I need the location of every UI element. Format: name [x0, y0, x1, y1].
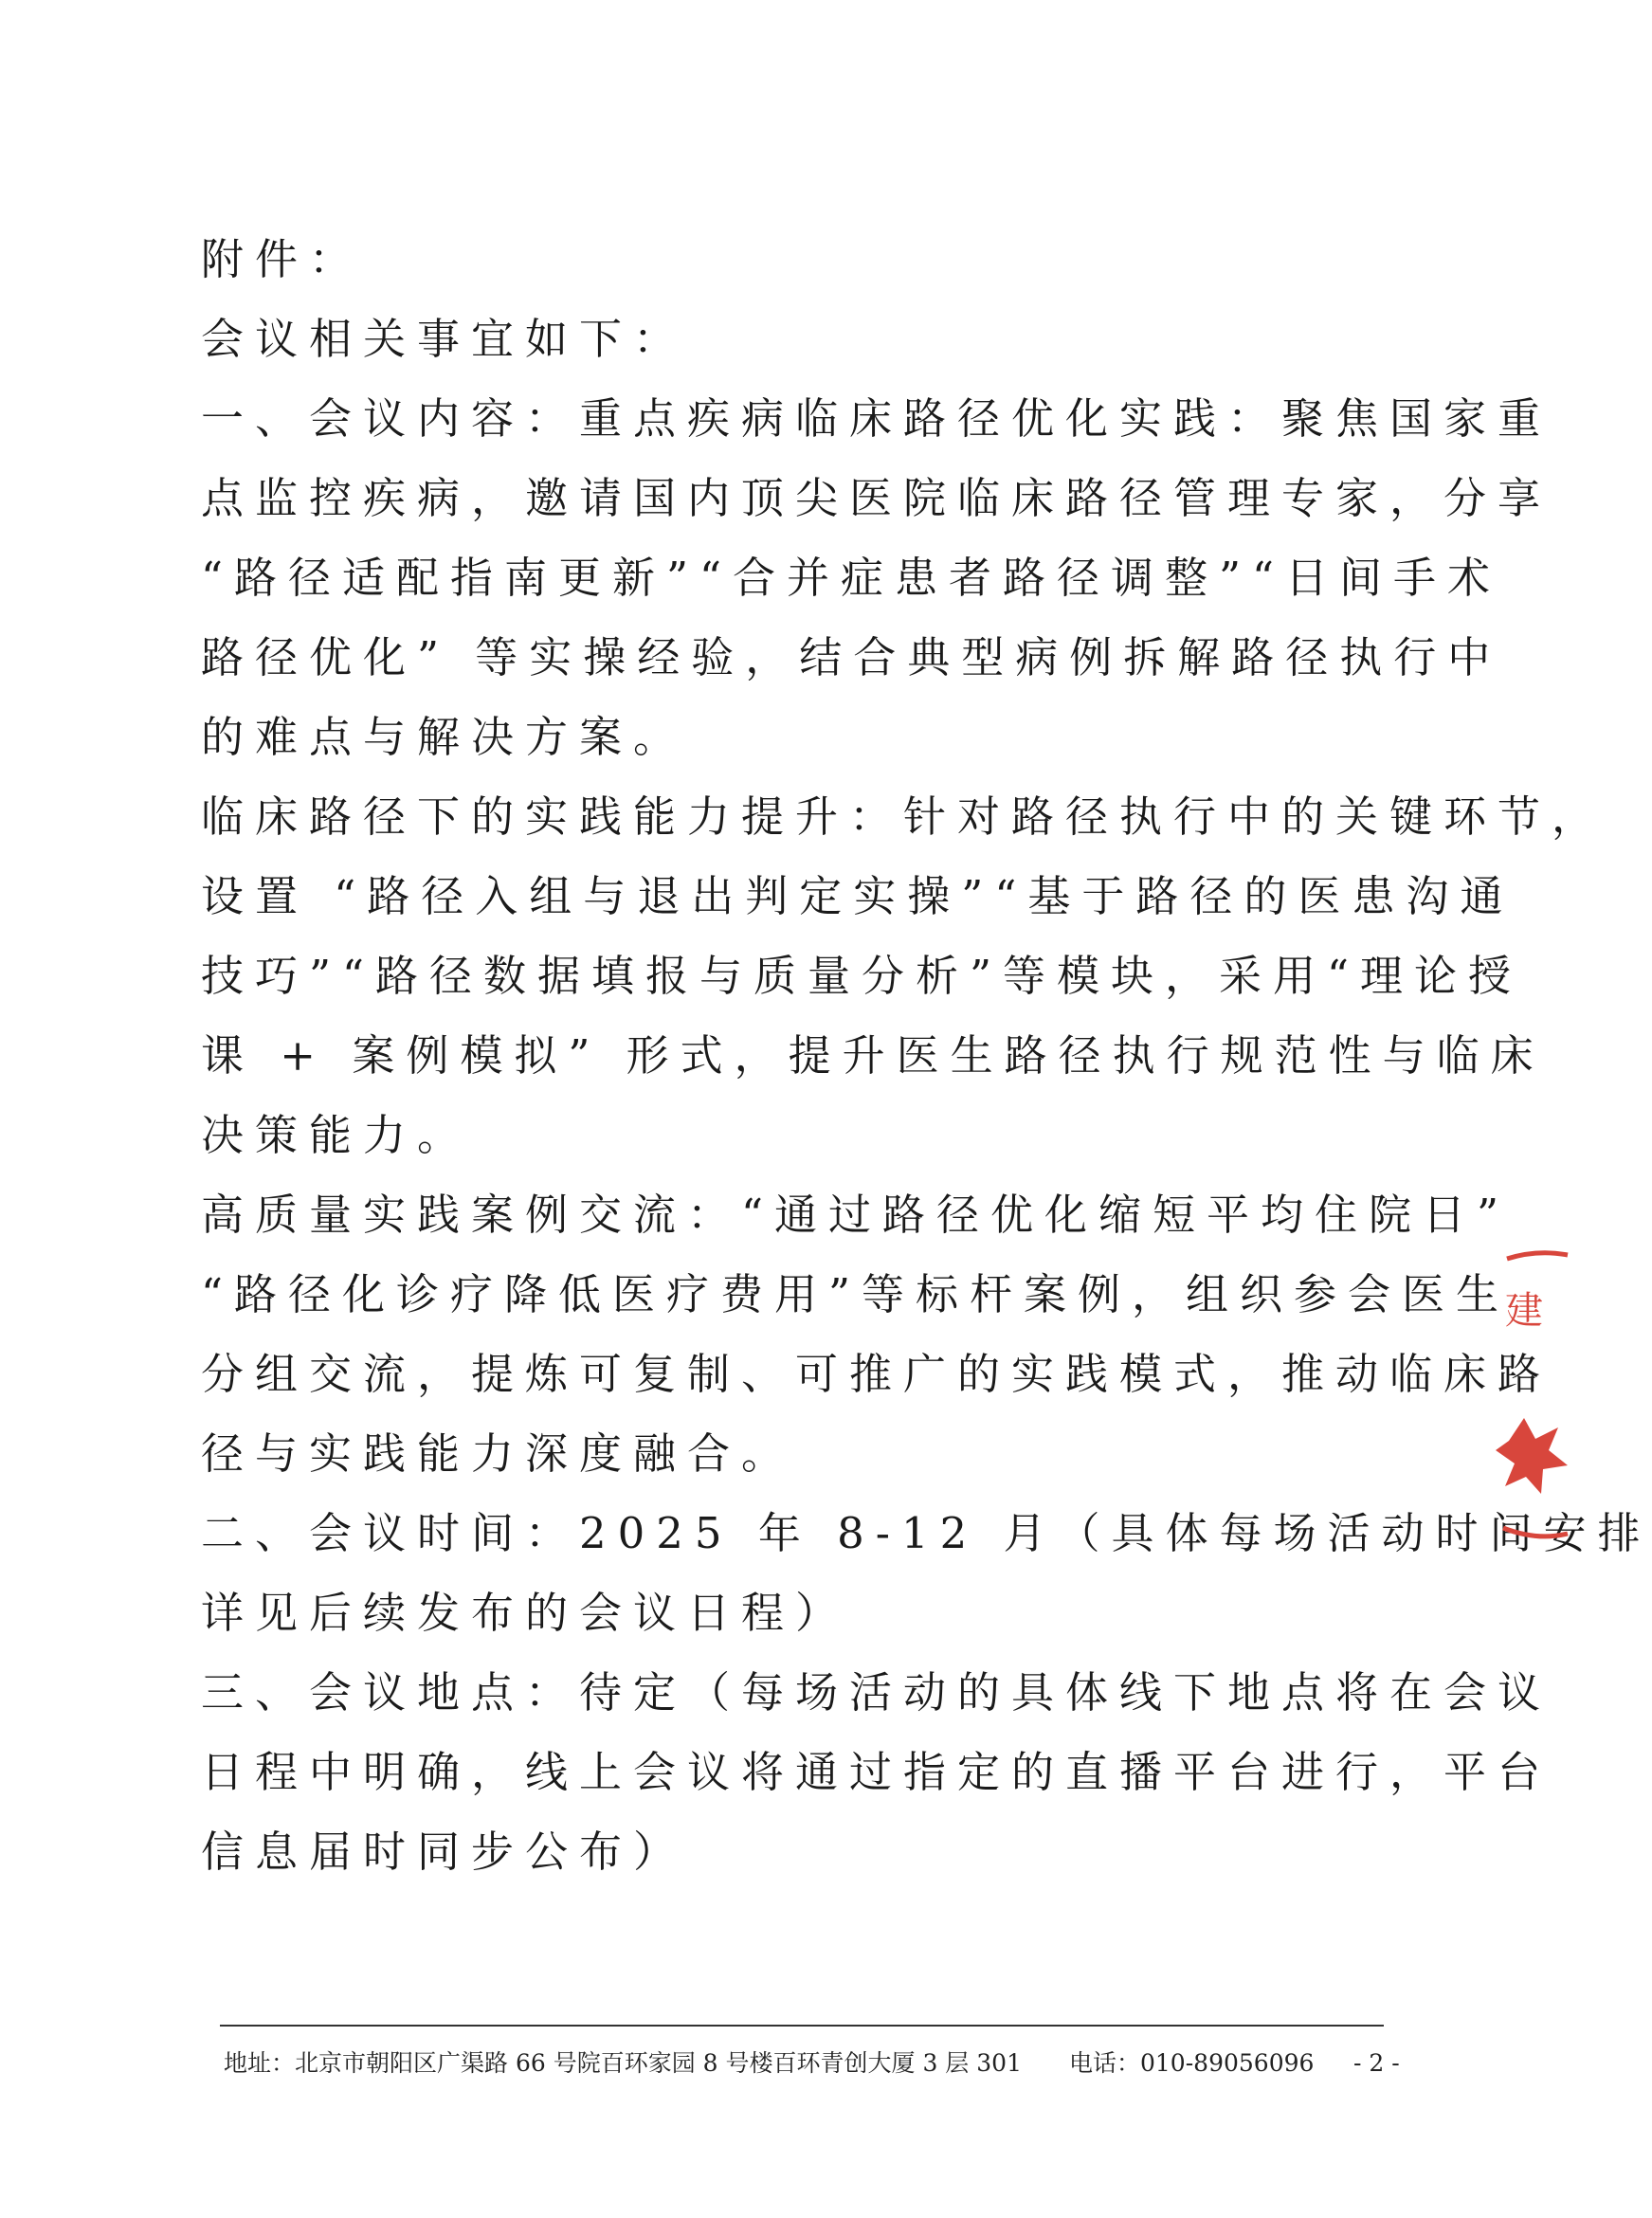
seal-glyph: 建 [1505, 1289, 1543, 1333]
body-line: 技巧”“路径数据填报与质量分析”等模块，采用“理论授 [201, 951, 1523, 1001]
body-line: 会议相关事宜如下： [201, 314, 688, 364]
body-line: 的难点与解决方案。 [201, 712, 688, 762]
body-line: “路径适配指南更新”“合并症患者路径调整”“日间手术 [201, 553, 1502, 603]
body-line: 设置 “路径入组与退出判定实操”“基于路径的医患沟通 [201, 871, 1515, 921]
body-line: 一、会议内容：重点疾病临床路径优化实践：聚焦国家重 [201, 393, 1552, 444]
body-line: 三、会议地点：待定（每场活动的具体线下地点将在会议 [201, 1667, 1552, 1718]
footer-phone: 电话：010-89056096 [1069, 2049, 1315, 2077]
body-line: 决策能力。 [201, 1110, 472, 1160]
body-line: 信息届时同步公布） [201, 1827, 688, 1877]
body-line: 二、会议时间：2025 年 8-12 月（具体每场活动时间安排 [201, 1508, 1652, 1558]
footer-divider [220, 2025, 1384, 2027]
body-line: 临床路径下的实践能力提升：针对路径执行中的关键环节， [201, 791, 1607, 842]
body-line: 径与实践能力深度融合。 [201, 1428, 796, 1479]
body-line: 点监控疾病，邀请国内顶尖医院临床路径管理专家，分享 [201, 473, 1552, 523]
body-line: 路径优化” 等实操经验，结合典型病例拆解路径执行中 [201, 632, 1502, 682]
body-line: 日程中明确，线上会议将通过指定的直播平台进行，平台 [201, 1747, 1552, 1797]
footer-address: 地址：北京市朝阳区广渠路 66 号院百环家园 8 号楼百环青创大厦 3 层 301 [224, 2049, 1022, 2077]
body-line: 附件： [201, 234, 364, 284]
body-line: 课 + 案例模拟” 形式，提升医生路径执行规范性与临床 [201, 1030, 1545, 1081]
page-number: - 2 - [1353, 2049, 1400, 2077]
official-seal-stamp [1486, 1232, 1568, 1554]
document-body [201, 220, 1652, 1892]
body-line: 高质量实践案例交流：“通过路径优化缩短平均住院日” [201, 1190, 1511, 1240]
body-line: 详见后续发布的会议日程） [201, 1588, 850, 1638]
body-line: “路径化诊疗降低医疗费用”等标杆案例，组织参会医生 [201, 1269, 1511, 1319]
body-line: 分组交流，提炼可复制、可推广的实践模式，推动临床路 [201, 1349, 1552, 1399]
